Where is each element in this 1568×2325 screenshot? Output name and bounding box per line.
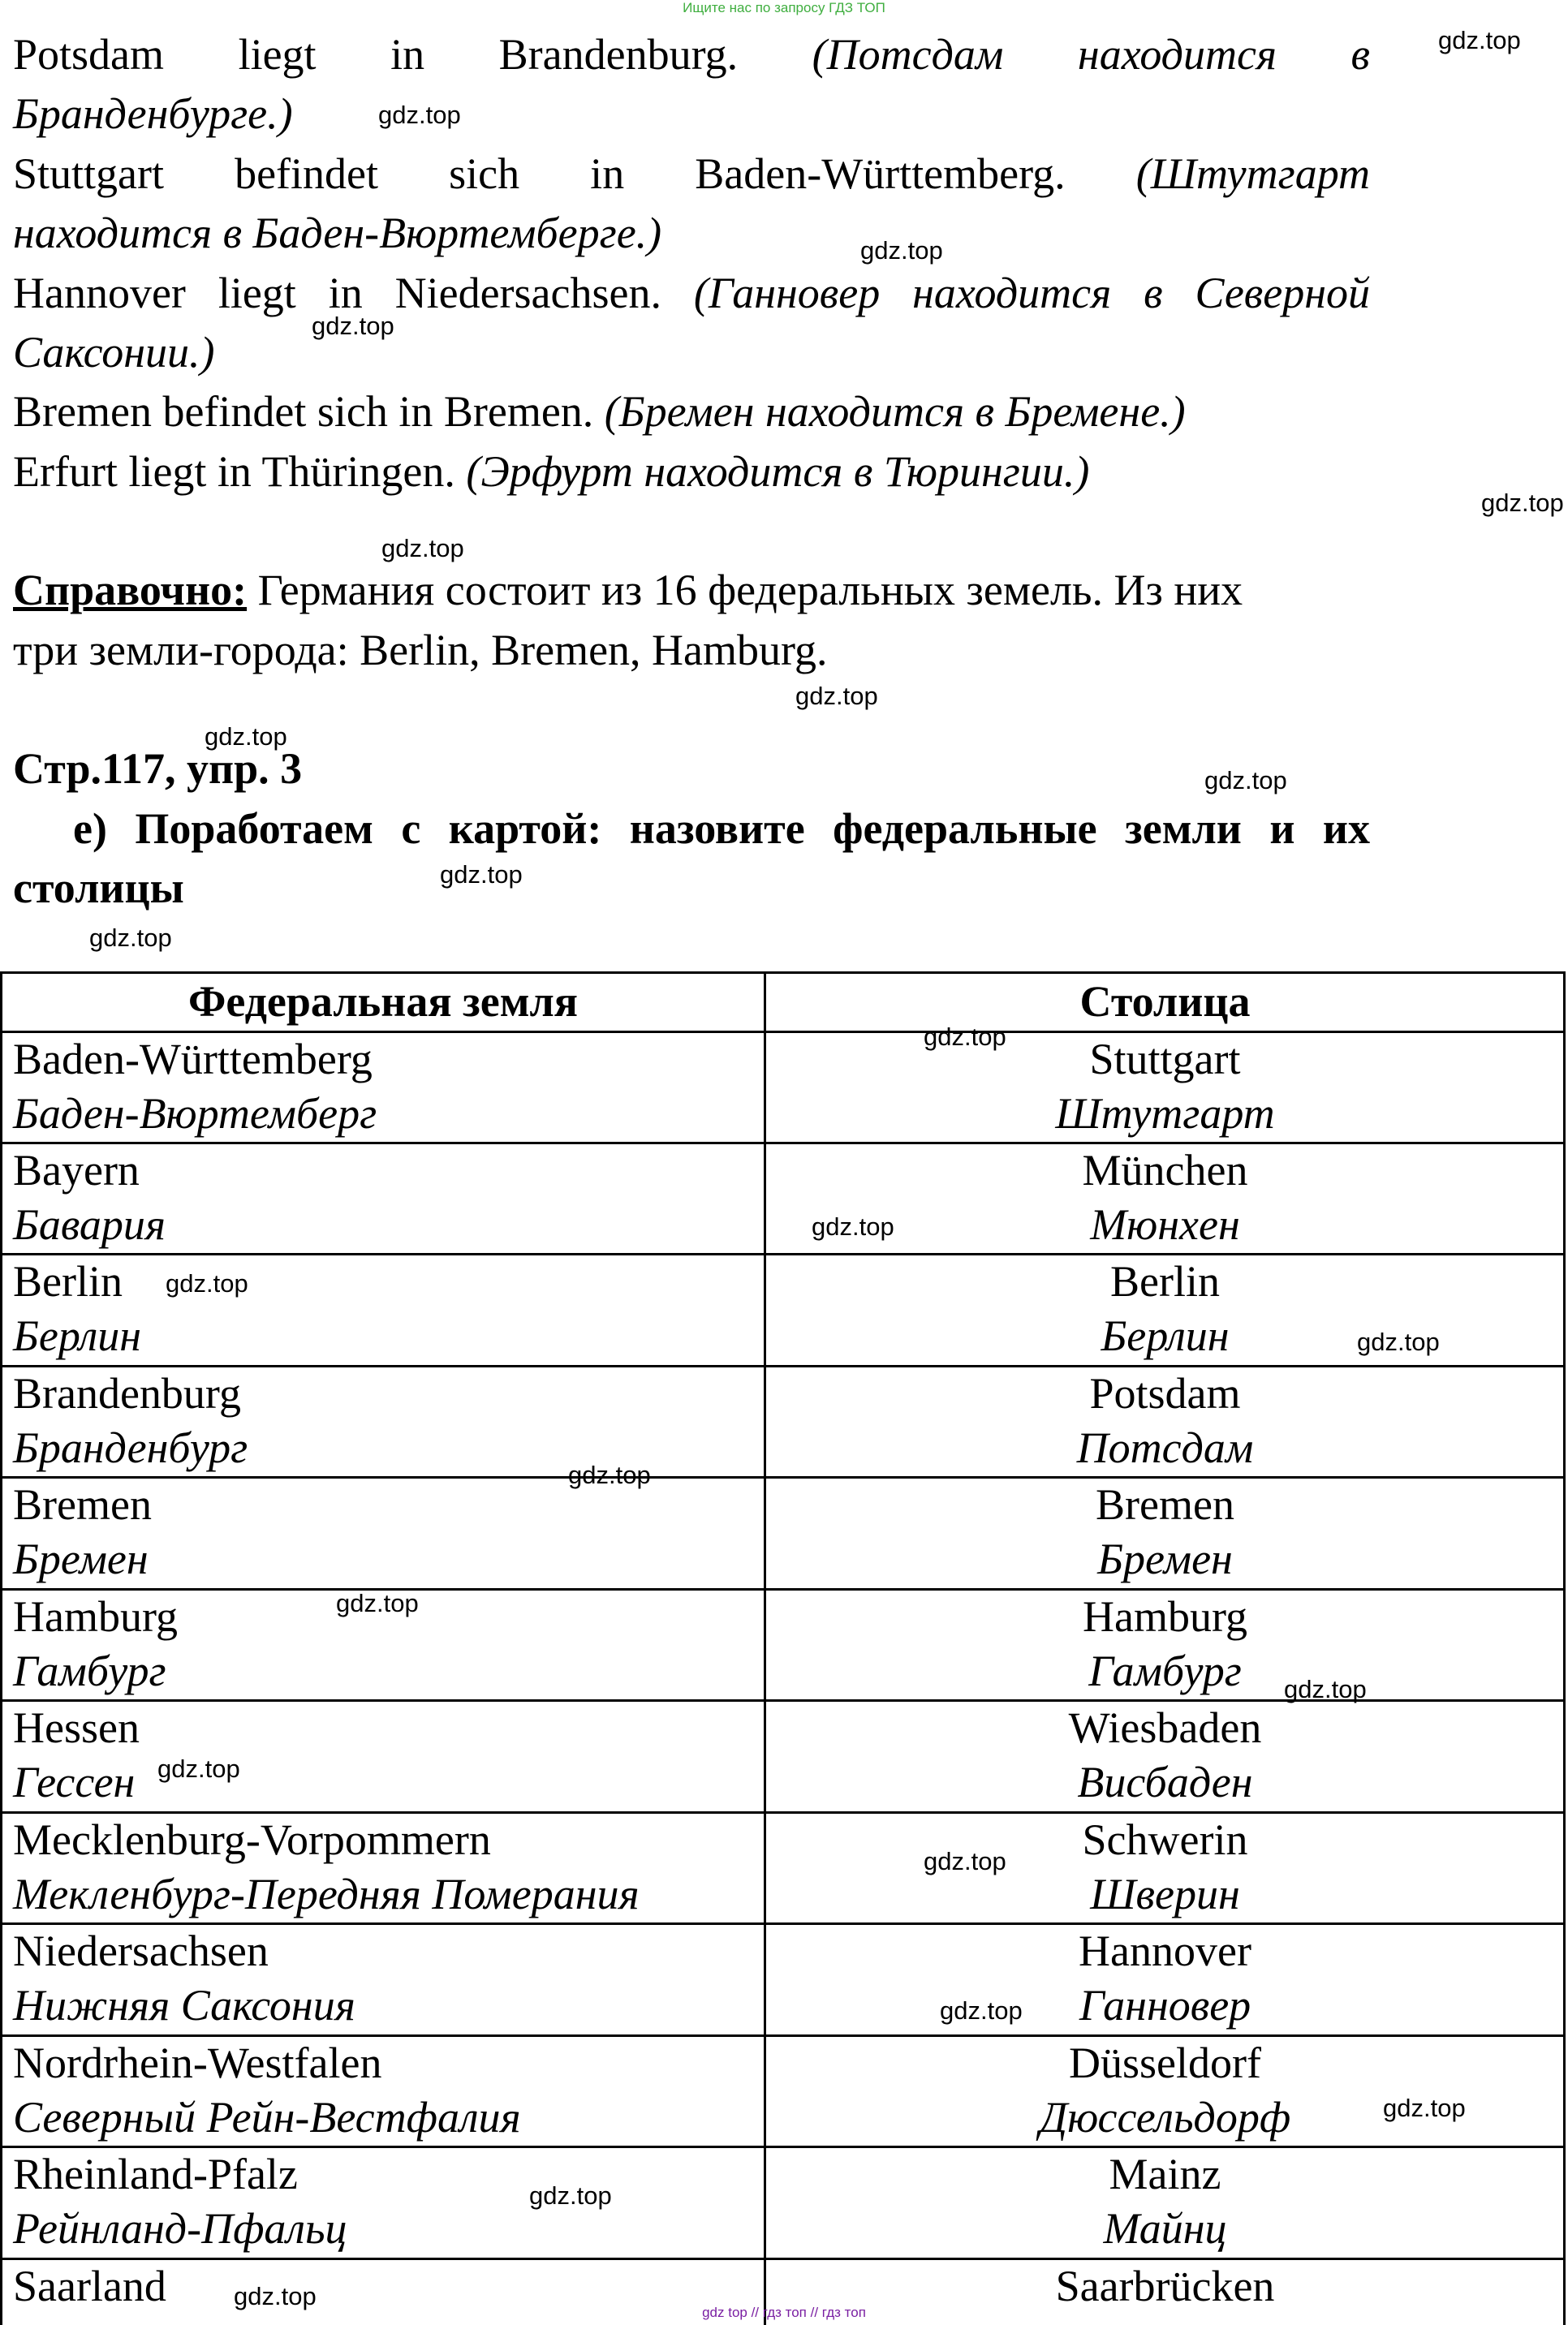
land-ru: Гамбург: [13, 1647, 166, 1695]
capital-de: Hannover: [1079, 1927, 1251, 1975]
watermark-text: gdz.top: [795, 682, 878, 710]
header-land: Федеральная земля: [187, 977, 579, 1026]
exercise-task: e) Поработаем с картой: назовите федеральные земли и их: [73, 804, 1370, 853]
capital-de: Bremen: [1096, 1480, 1234, 1529]
watermark-text: gdz.top: [1284, 1675, 1367, 1703]
russian-translation: Саксонии.): [13, 328, 215, 377]
header-capital: Столица: [1079, 977, 1251, 1026]
watermark-text: gdz.top: [234, 2282, 317, 2310]
watermark-text: gdz.top: [312, 312, 394, 340]
paragraph-line: [13, 381, 1370, 441]
reference-label: Справочно:: [13, 566, 248, 614]
paragraph-line: [13, 441, 1370, 502]
paragraph-line: [13, 322, 1370, 382]
land-de: Saarland: [13, 2262, 166, 2310]
capital-ru: Висбаден: [1077, 1758, 1253, 1806]
lands-table: [0, 971, 1566, 2325]
capital-ru: Мюнхен: [1090, 1200, 1240, 1249]
land-ru: Баден-Вюртемберг: [13, 1089, 377, 1138]
land-ru: Мекленбург-Передняя Померания: [13, 1870, 640, 1918]
watermark-text: gdz.top: [336, 1589, 419, 1617]
watermark-text: gdz.top: [378, 101, 461, 129]
land-ru: Бранденбург: [13, 1423, 248, 1472]
paragraph-line: [13, 84, 1370, 144]
land-ru: Гессен: [13, 1758, 136, 1806]
watermark-text: gdz.top: [568, 1461, 651, 1489]
russian-translation: (Потсдам находится в: [812, 30, 1371, 79]
capital-de: Hamburg: [1083, 1592, 1247, 1641]
reference-line: [13, 560, 1370, 620]
watermark-text: gdz.top: [860, 236, 943, 265]
reference-text: Германия состоит из 16 федеральных земель. Из них: [257, 566, 1243, 614]
watermark-text: gdz.top: [1357, 1328, 1440, 1356]
watermark-text: gdz.top: [205, 722, 287, 751]
land-de: Brandenburg: [13, 1369, 241, 1418]
capital-de: Düsseldorf: [1069, 2039, 1261, 2087]
russian-translation: Бранденбурге.): [13, 89, 293, 138]
land-ru: Бавария: [13, 1200, 166, 1249]
land-de: Niedersachsen: [13, 1927, 269, 1975]
capital-de: Wiesbaden: [1068, 1703, 1262, 1752]
land-de: Nordrhein-Westfalen: [13, 2039, 382, 2087]
german-sentence: Potsdam liegt in Brandenburg.: [13, 30, 739, 79]
land-de: Hamburg: [13, 1592, 178, 1641]
capital-de: Mainz: [1109, 2150, 1221, 2198]
watermark-text: gdz.top: [157, 1755, 240, 1783]
capital-de: Schwerin: [1082, 1815, 1248, 1864]
russian-translation: (Бремен находится в Бремене.): [604, 387, 1186, 436]
watermark-text: gdz.top: [440, 860, 523, 889]
capital-ru: Майнц: [1103, 2204, 1227, 2253]
capital-de: Stuttgart: [1089, 1035, 1241, 1083]
watermark-text: gdz.top: [89, 924, 172, 952]
land-de: Bayern: [13, 1146, 140, 1195]
land-de: Baden-Württemberg: [13, 1035, 373, 1083]
russian-translation: (Ганновер находится в Северной: [693, 269, 1371, 317]
exercise-task: столицы: [13, 863, 184, 912]
german-sentence: Stuttgart befindet sich in Baden-Württemberg.: [13, 149, 1066, 198]
bottom-banner: gdz top // гдз топ // гдз топ: [702, 2305, 866, 2320]
german-sentence: Hannover liegt in Niedersachsen.: [13, 269, 661, 317]
watermark-text: gdz.top: [1481, 489, 1564, 517]
capital-de: Berlin: [1110, 1257, 1220, 1306]
land-ru: Рейнланд-Пфальц: [13, 2204, 347, 2253]
land-de: Berlin: [13, 1257, 123, 1306]
watermark-text: gdz.top: [381, 534, 464, 562]
land-ru: Бремен: [13, 1535, 149, 1583]
german-sentence: Bremen befindet sich in Bremen.: [13, 387, 594, 436]
watermark-text: gdz.top: [812, 1212, 894, 1241]
capital-ru: Потсдам: [1076, 1423, 1254, 1472]
watermark-text: gdz.top: [924, 1023, 1006, 1051]
paragraph-line: [13, 263, 1370, 323]
land-de: Rheinland-Pfalz: [13, 2150, 298, 2198]
top-banner: Ищите нас по запросу ГДЗ ТОП: [683, 0, 885, 15]
capital-ru: Ганновер: [1079, 1981, 1251, 2030]
land-ru: Северный Рейн-Вестфалия: [13, 2093, 521, 2142]
land-ru: Нижняя Саксония: [13, 1981, 355, 2030]
watermark-text: gdz.top: [940, 1996, 1023, 2025]
capital-ru: Штутгарт: [1055, 1089, 1275, 1138]
land-de: Bremen: [13, 1480, 152, 1529]
watermark-text: gdz.top: [1383, 2094, 1466, 2122]
reference-line: [13, 620, 1370, 680]
capital-de: Potsdam: [1089, 1369, 1241, 1418]
land-de: Hessen: [13, 1703, 140, 1752]
watermark-text: gdz.top: [1438, 26, 1521, 54]
capital-ru: Дюссельдорф: [1039, 2093, 1291, 2142]
capital-de: München: [1082, 1146, 1248, 1195]
capital-ru: Берлин: [1101, 1311, 1230, 1360]
russian-translation: (Штутгарт: [1135, 149, 1370, 198]
land-de: Mecklenburg-Vorpommern: [13, 1815, 491, 1864]
capital-ru: Шверин: [1090, 1870, 1240, 1918]
russian-translation: (Эрфурт находится в Тюрингии.): [466, 447, 1090, 496]
watermark-text: gdz.top: [924, 1847, 1006, 1875]
watermark-text: gdz.top: [166, 1269, 248, 1298]
capital-ru: Бремен: [1097, 1535, 1233, 1583]
reference-text: три земли-города: Berlin, Bremen, Hamburg.: [13, 626, 828, 674]
german-sentence: Erfurt liegt in Thüringen.: [13, 447, 455, 496]
exercise-title: Стр.117, упр. 3: [13, 744, 303, 793]
paragraph-line: [13, 144, 1370, 204]
capital-ru: Гамбург: [1088, 1647, 1242, 1695]
capital-de: Saarbrücken: [1055, 2262, 1275, 2310]
paragraph-line: [13, 203, 1370, 263]
land-ru: Берлин: [13, 1311, 142, 1360]
watermark-text: gdz.top: [1204, 766, 1287, 794]
paragraph-line: [13, 24, 1370, 84]
watermark-text: gdz.top: [529, 2181, 612, 2210]
russian-translation: находится в Баден-Вюртемберге.): [13, 209, 662, 257]
